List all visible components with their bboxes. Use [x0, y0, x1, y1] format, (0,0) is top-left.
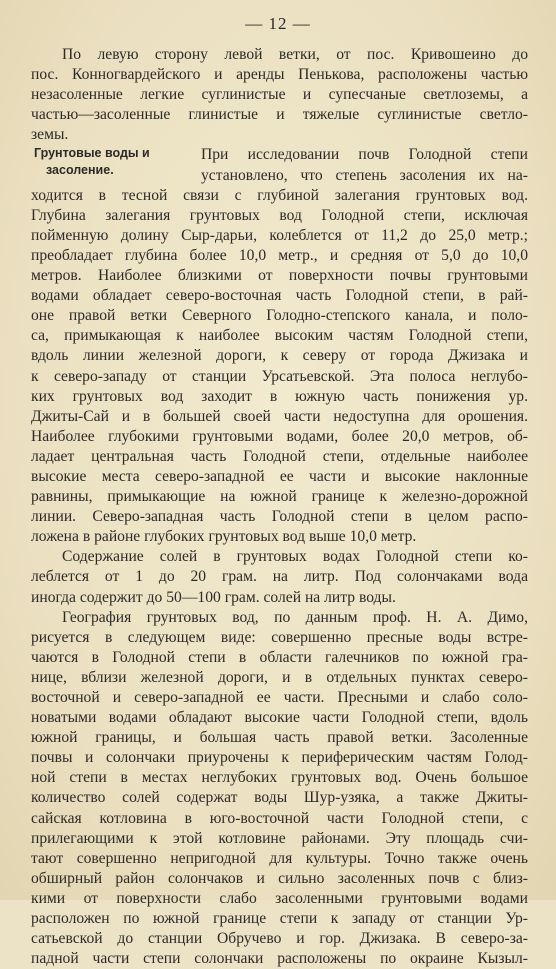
margin-heading-line: Грунтовые воды и [34, 146, 150, 160]
text-line: Наиболее глубокими грунтовыми водами, более 20,0 метров, об- [31, 427, 528, 445]
text-line: водами обладает северо-восточная часть Голодной степи, в рай- [31, 287, 528, 305]
text-line: частью—засоленные глинистые и тяжелые суглинистые светло- [31, 106, 528, 124]
text-line: иногда содержит до 50—100 грам. солей на литр воды. [31, 588, 396, 606]
text-line: метров. Наиболее близкими от поверхности почвы грунтовыми [31, 267, 528, 285]
text-line: леблется от 1 до 20 грам. на литр. Под солончаками вода [31, 568, 528, 586]
text-line: равнины, примыкающие на южной границе к железно-дорожной [31, 488, 528, 506]
text-line: ной степи в местах неглубоких грунтовых вод. Очень большое [31, 769, 528, 787]
text-line: количество солей содержат воды Шур-узяка, а также Джиты- [31, 789, 528, 807]
text-line: сатьевской до станции Обручево и гор. Джизака. В северо-за- [31, 930, 528, 948]
text-line: География грунтовых вод, по данным проф. Н. А. Димо, [62, 608, 528, 626]
text-line: прилегающими к этой котловине районами. Эту площадь счи- [31, 829, 528, 847]
text-line: чаются в Голодной степи в области галечников по южной гра- [31, 648, 528, 666]
text-line: линии. Северо-западная часть Голодной степи в целом распо- [31, 508, 528, 526]
text-line: пос. Конногвардейского и аренды Пенькова, расположены частью [31, 66, 528, 84]
text-line: Глубина залегания грунтовых вод Голодной степи, исключая [31, 206, 528, 224]
text-line: тают совершенно непригодной для культуры. Точно также очень [31, 849, 528, 867]
text-line: вдоль линии железной дороги, к северу от города Джизака и [31, 347, 528, 365]
text-line: новатыми водами обладают высокие части Голодной степи, вдоль [31, 709, 528, 727]
text-line: рисуется в следующем виде: совершенно пресные воды встре- [31, 628, 528, 646]
text-line: са, примыкающая к наиболее высоким частям Голодной степи, [31, 327, 528, 345]
text-line: сайская котловина в юго-восточной части Голодной степи, с [31, 809, 528, 827]
text-line: преобладает глубина более 10,0 метр., и средняя от 5,0 до 10,0 [31, 246, 528, 264]
text-line: восточной и северо-западной ее части. Пресными и слабо соло- [31, 689, 528, 706]
text-line: незасоленные легкие суглинистые и супесчаные светлоземы, а [31, 86, 528, 104]
body-text [31, 45, 528, 969]
text-line: ходится в тесной связи с глубиной залегания грунтовых вод. [31, 186, 528, 204]
text-line: Содержание солей в грунтовых водах Голодной степи ко- [62, 548, 528, 566]
text-line: ладает центральная часть Голодной степи, отдельные наиболее [31, 447, 528, 465]
text-line: обширный район солончаков и сильно засоленных почв с близ- [31, 869, 528, 887]
text-line: расположен по южной границе степи к западу от станции Ур- [31, 910, 528, 928]
text-line: почвы и солончаки приурочены к периферическим частям Голод- [31, 749, 528, 767]
text-line: к северо-западу от станции Урсатьевской. Эта полоса неглубо- [31, 367, 528, 385]
text-line: падной части степи солончаки расположены по окраине Кызыл- [31, 950, 528, 968]
text-line: установлено, что степень засоления их на- [201, 166, 528, 184]
text-line: По левую сторону левой ветки, от пос. Кривошеино до [62, 46, 528, 63]
text-line: южной границы, и большая часть правой ветки. Засоленные [31, 729, 528, 747]
text-line: Джиты-Сай и в большей своей части недоступна для орошения. [31, 407, 528, 425]
margin-heading-line: засоление. [46, 163, 114, 177]
text-line: При исследовании почв Голодной степи [201, 146, 528, 164]
text-line: нице, вблизи железной дороги, и в отдельных пунктах северо- [31, 668, 528, 686]
text-line: оне правой ветки Северного Голодно-степского канала, и поло- [31, 307, 528, 325]
text-line: кими от поверхности слабо засоленными грунтовыми водами [31, 889, 528, 907]
text-line: пойменную долину Сыр-дарьи, колеблется от 11,2 до 25,0 метр.; [31, 226, 528, 244]
text-line: ложена в районе глубоких грунтовых вод выше 10,0 метр. [31, 528, 417, 546]
text-line: ких грунтовых вод заходит в южную часть понижения ур. [31, 387, 528, 405]
text-line: земы. [31, 126, 69, 144]
text-line: высокие места северо-западной ее части и высокие наклонные [31, 467, 528, 485]
page-number: — 12 — [245, 14, 311, 33]
